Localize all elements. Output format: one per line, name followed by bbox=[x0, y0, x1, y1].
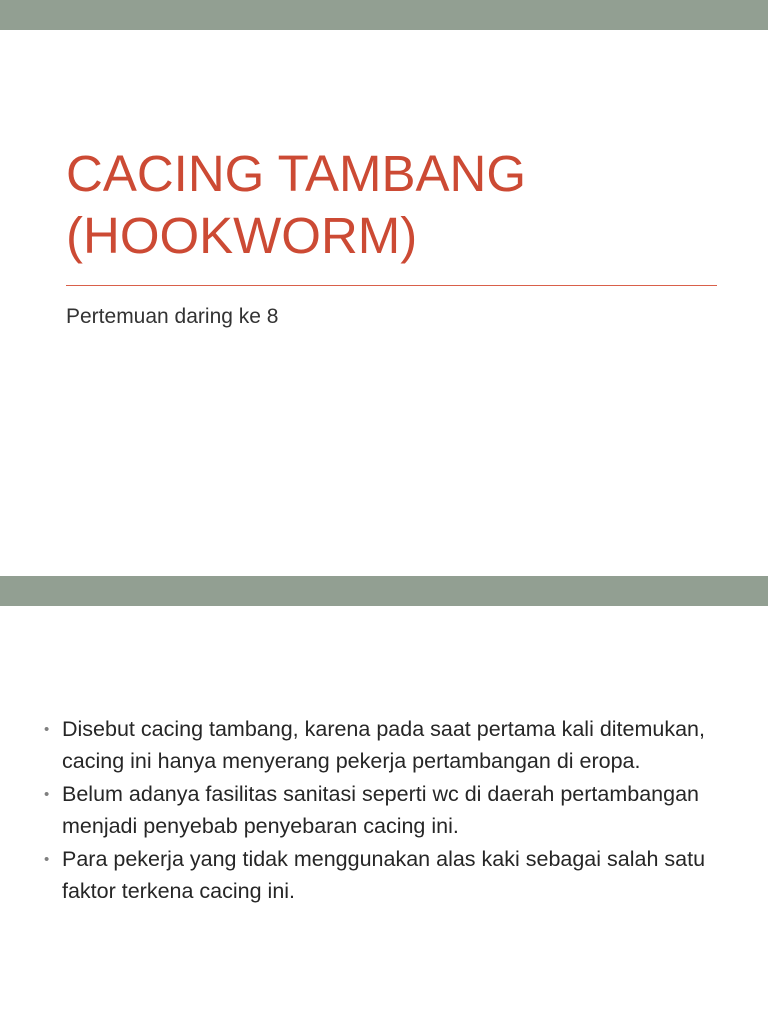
bullet-item-3 bbox=[44, 844, 724, 907]
bullet-dot-icon: • bbox=[44, 851, 50, 868]
bullet-item-2 bbox=[44, 779, 724, 842]
bullet-text-3: Para pekerja yang tidak menggunakan alas kaki sebagai salah satu faktor terkena cacing ini. bbox=[62, 847, 706, 903]
slide-title-line-2: (HOOKWORM) bbox=[66, 207, 418, 264]
bullet-dot-icon: • bbox=[44, 721, 50, 738]
title-divider-line bbox=[66, 285, 717, 286]
bullet-text-2: Belum adanya fasilitas sanitasi seperti wc di daerah pertambangan menjadi penyebab penyebaran cacing ini. bbox=[62, 782, 700, 838]
slide-title-line-1: CACING TAMBANG bbox=[66, 145, 526, 202]
bullet-dot-icon: • bbox=[44, 786, 50, 803]
bullet-list bbox=[44, 714, 724, 909]
slide-separator-band bbox=[0, 576, 768, 606]
bullet-text-1: Disebut cacing tambang, karena pada saat pertama kali ditemukan, cacing ini hanya menyerang pekerja pertambangan di eropa. bbox=[62, 717, 705, 773]
slide-title bbox=[66, 143, 726, 267]
bullet-item-1 bbox=[44, 714, 724, 777]
top-color-band bbox=[0, 0, 768, 30]
slide-subtitle: Pertemuan daring ke 8 bbox=[66, 305, 279, 328]
